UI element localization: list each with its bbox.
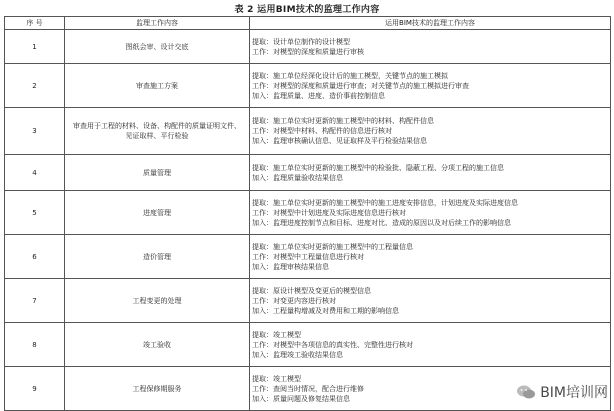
row-number: 5 [5, 191, 65, 235]
watermark [516, 382, 608, 402]
row-content [250, 64, 611, 108]
row-item: 进度管理 [65, 191, 250, 235]
table-title: 表 2 运用BIM技术的监理工作内容 [234, 5, 380, 15]
row-content [250, 323, 611, 367]
table-row [5, 64, 611, 108]
content-line: 提取：施工单位实时更新的施工模型中的材料、构配件信息 [252, 117, 434, 125]
row-item: 造价管理 [65, 235, 250, 279]
content-line: 工作：对模型中材料、构配件的信息进行核对 [252, 127, 392, 135]
row-content [250, 235, 611, 279]
table-row [5, 323, 611, 367]
content-line: 提取：原设计模型及变更后的模型信息 [252, 286, 371, 295]
row-item: 质量管理 [65, 155, 250, 191]
content-line: 提取：竣工模型 [252, 374, 301, 383]
content-line: 提取：竣工模型 [252, 330, 301, 339]
table-row [5, 191, 611, 235]
content-line: 加入：监理审核确认信息、见证取样及平行检验结果信息 [252, 137, 427, 145]
content-line: 工作：对模型中计划进度及实际进度信息进行核对 [252, 208, 406, 217]
content-line: 加入：监理质量验收结果信息 [252, 173, 343, 182]
content-line: 提取：施工单位实时更新的施工模型中的工程量信息 [252, 242, 413, 251]
content-line: 工作：对变更内容进行核对 [252, 296, 336, 305]
content-line: 加入：监理竣工验收结果信息 [252, 350, 343, 359]
content-line: 工作：对模型的深度和质量进行审查；对关键节点的施工模拟进行审查 [252, 81, 469, 90]
row-content [250, 279, 611, 323]
row-item: 工程保修期服务 [65, 367, 250, 411]
row-number: 1 [5, 30, 65, 64]
row-number: 3 [5, 108, 65, 155]
row-item: 审查用于工程的材料、设备、构配件的质量证明文件、见证取样、平行检验 [65, 108, 250, 155]
table-row [5, 30, 611, 64]
row-item: 竣工验收 [65, 323, 250, 367]
table-row [5, 279, 611, 323]
supervision-table [4, 16, 611, 411]
content-line: 加入：监理审核结果信息 [252, 262, 329, 271]
content-line: 加入：工程量构增减及对费用和工期的影响信息 [252, 306, 399, 315]
watermark-text: BIM培训网 [540, 385, 608, 401]
content-line: 加入：监理进度控制节点和目标、进度对比、造成的原因以及对后续工作的影响信息 [252, 218, 511, 227]
row-item: 工程变更的处理 [65, 279, 250, 323]
table-row [5, 108, 611, 155]
header-num: 序 号 [5, 17, 65, 30]
content-line: 提取：设计单位制作的设计模型 [252, 37, 350, 46]
content-line: 加入：质量问题及修复结果信息 [252, 394, 350, 403]
wechat-icon [516, 384, 536, 400]
table-header-row [5, 17, 611, 30]
table-row [5, 155, 611, 191]
content-line: 工作：对模型中各项信息的真实性、完整性进行核对 [252, 340, 413, 349]
row-item: 审查施工方案 [65, 64, 250, 108]
content-line: 提取：施工单位实时更新的施工模型中的检验批、隐蔽工程、分项工程的施工信息 [252, 163, 504, 172]
content-line: 工作：对模型的深度和质量进行审核 [252, 47, 364, 56]
row-number: 7 [5, 279, 65, 323]
row-content [250, 155, 611, 191]
content-line: 加入：监理质量、进度、造价事前控制信息 [252, 91, 385, 100]
row-number: 8 [5, 323, 65, 367]
table-row [5, 235, 611, 279]
row-content [250, 108, 611, 155]
content-line: 提取：施工单位实时更新的施工模型中的施工进度安排信息，计划进度及实际进度信息 [252, 198, 518, 207]
row-content [250, 30, 611, 64]
content-line: 提取：施工单位经深化设计后的施工模型，关键节点的施工模拟 [252, 71, 448, 80]
row-number: 6 [5, 235, 65, 279]
row-number: 2 [5, 64, 65, 108]
content-line: 工作：对模型中工程量信息进行核对 [252, 252, 364, 261]
row-item: 图纸会审、设计交底 [65, 30, 250, 64]
row-number: 4 [5, 155, 65, 191]
content-line: 工作：查阅当时情况，配合进行维修 [252, 384, 364, 393]
row-content [250, 191, 611, 235]
header-item: 监理工作内容 [65, 17, 250, 30]
header-content: 运用BIM技术的监理工作内容 [250, 17, 611, 30]
row-number: 9 [5, 367, 65, 411]
